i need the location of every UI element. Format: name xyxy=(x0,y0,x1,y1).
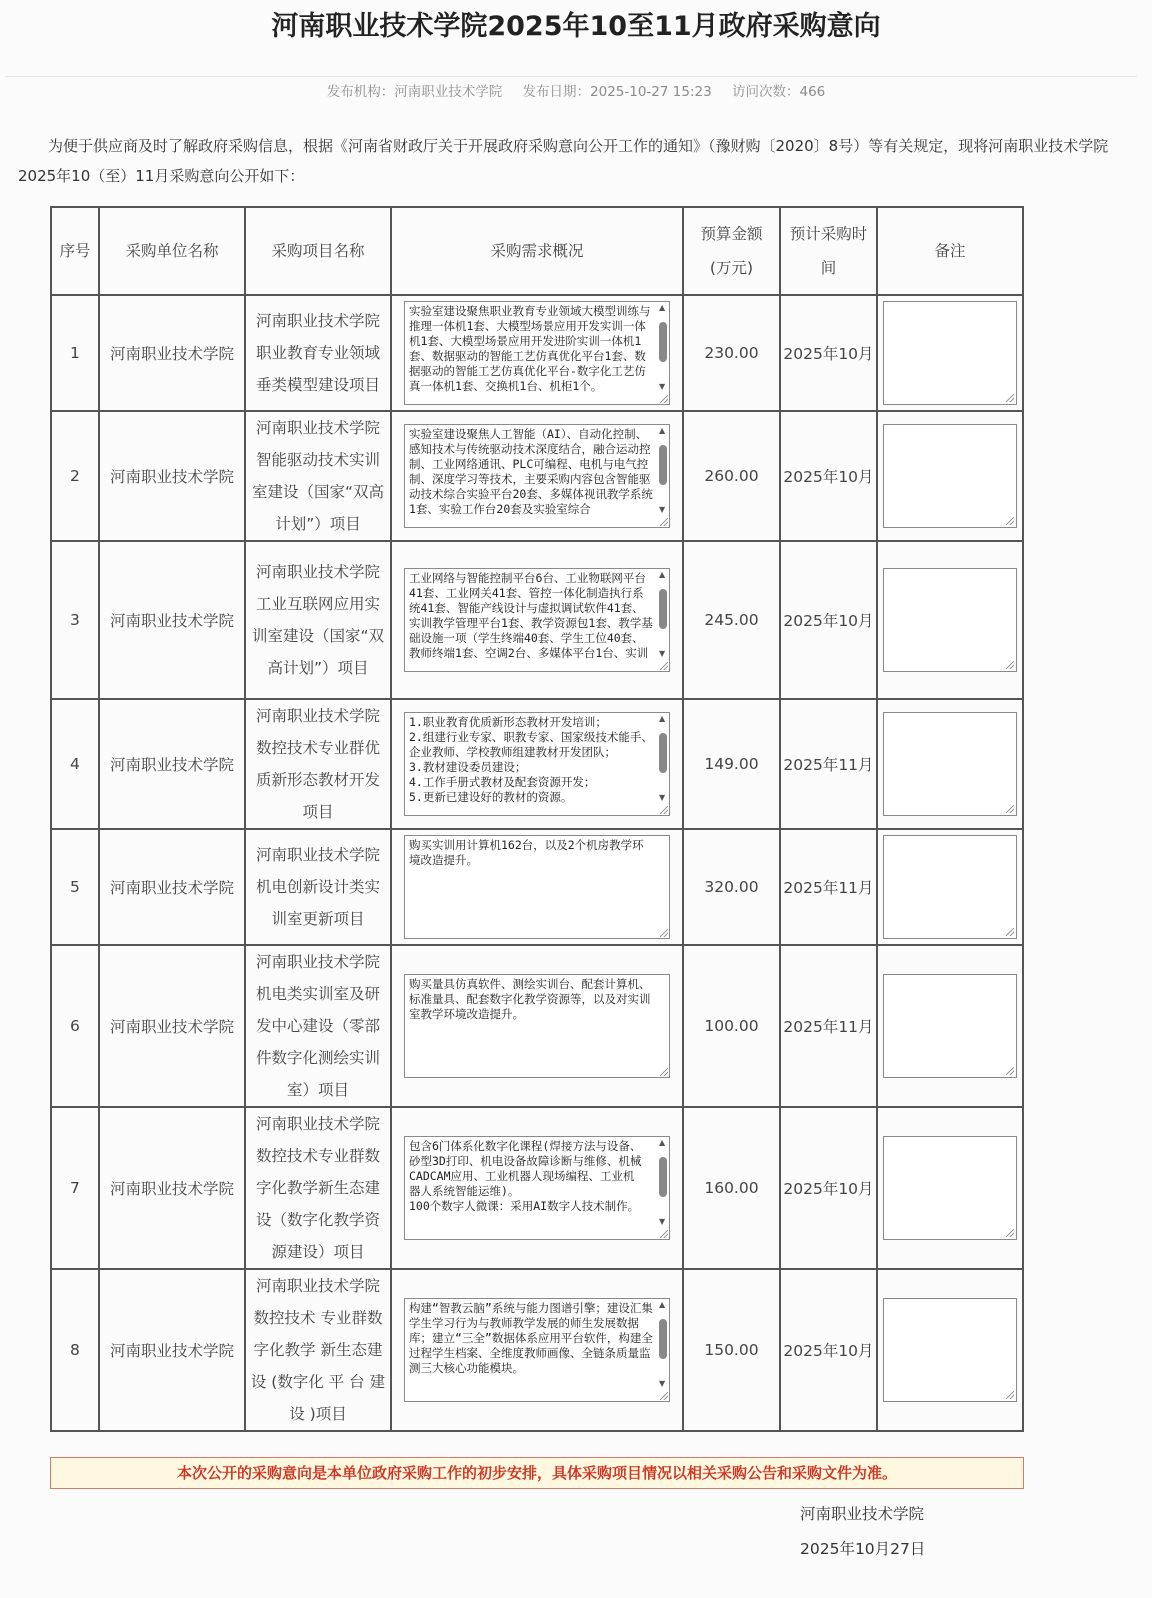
scroll-up-icon[interactable]: ▲ xyxy=(658,303,666,312)
scroll-up-icon[interactable]: ▲ xyxy=(658,570,666,579)
cell-no: 6 xyxy=(51,945,99,1107)
textarea-scrollbar[interactable] xyxy=(657,569,669,671)
scroll-up-icon[interactable]: ▲ xyxy=(658,426,666,435)
scroll-thumb[interactable] xyxy=(659,733,667,773)
cell-summary xyxy=(391,1269,683,1431)
resize-grip-icon[interactable] xyxy=(1006,1067,1014,1075)
scroll-down-icon[interactable]: ▼ xyxy=(658,1217,666,1226)
cell-no: 2 xyxy=(51,411,99,541)
remark-textarea[interactable] xyxy=(883,974,1017,1078)
scroll-thumb[interactable] xyxy=(659,589,667,629)
cell-project: 河南职业技术学院机电创新设计类实训室更新项目 xyxy=(245,829,391,945)
table-row xyxy=(51,295,1023,411)
summary-textarea-wrap xyxy=(404,1298,670,1402)
cell-time: 2025年10月 xyxy=(780,541,877,699)
scroll-down-icon[interactable]: ▼ xyxy=(658,793,666,802)
cell-time: 2025年10月 xyxy=(780,1107,877,1269)
header-summary: 采购需求概况 xyxy=(391,207,683,295)
cell-summary xyxy=(391,829,683,945)
cell-budget: 100.00 xyxy=(683,945,780,1107)
resize-grip-icon[interactable] xyxy=(660,395,668,403)
cell-budget: 230.00 xyxy=(683,295,780,411)
cell-time: 2025年11月 xyxy=(780,699,877,829)
textarea-scrollbar[interactable] xyxy=(657,1299,669,1401)
scroll-thumb[interactable] xyxy=(659,322,667,362)
summary-textarea[interactable] xyxy=(404,1136,670,1240)
resize-grip-icon[interactable] xyxy=(660,1068,668,1076)
cell-no: 3 xyxy=(51,541,99,699)
remark-textarea[interactable] xyxy=(883,1298,1017,1402)
cell-unit: 河南职业技术学院 xyxy=(99,829,245,945)
table-row xyxy=(51,699,1023,829)
cell-project: 河南职业技术学院机电类实训室及研发中心建设（零部件数字化测绘实训室）项目 xyxy=(245,945,391,1107)
cell-no: 5 xyxy=(51,829,99,945)
resize-grip-icon[interactable] xyxy=(660,518,668,526)
resize-grip-icon[interactable] xyxy=(660,1230,668,1238)
cell-unit: 河南职业技术学院 xyxy=(99,541,245,699)
scroll-up-icon[interactable]: ▲ xyxy=(658,1300,666,1309)
resize-grip-icon[interactable] xyxy=(660,929,668,937)
summary-textarea-wrap xyxy=(404,1136,670,1240)
cell-summary xyxy=(391,541,683,699)
scroll-down-icon[interactable]: ▼ xyxy=(658,1379,666,1388)
resize-grip-icon[interactable] xyxy=(1006,394,1014,402)
cell-project: 河南职业技术学院数控技术专业群数字化教学新生态建设（数字化教学资源建设）项目 xyxy=(245,1107,391,1269)
scroll-down-icon[interactable]: ▼ xyxy=(658,649,666,658)
remark-textarea[interactable] xyxy=(883,424,1017,528)
resize-grip-icon[interactable] xyxy=(1006,1391,1014,1399)
cell-unit: 河南职业技术学院 xyxy=(99,1269,245,1431)
textarea-scrollbar[interactable] xyxy=(657,302,669,404)
summary-textarea-wrap xyxy=(404,974,670,1078)
cell-project: 河南职业技术学院数控技术 专业群数字化教学 新生态建设 (数字化 平 台 建 设 )项目 xyxy=(245,1269,391,1431)
resize-grip-icon[interactable] xyxy=(1006,928,1014,936)
cell-budget: 320.00 xyxy=(683,829,780,945)
scroll-thumb[interactable] xyxy=(659,1319,667,1359)
table-row xyxy=(51,1269,1023,1431)
summary-textarea[interactable] xyxy=(404,835,670,939)
resize-grip-icon[interactable] xyxy=(1006,517,1014,525)
sign-date: 2025年10月27日 xyxy=(800,1540,926,1558)
header-budget-line2: (万元) xyxy=(709,259,754,277)
scroll-thumb[interactable] xyxy=(659,445,667,485)
summary-textarea[interactable] xyxy=(404,424,670,528)
cell-no: 1 xyxy=(51,295,99,411)
cell-time: 2025年10月 xyxy=(780,411,877,541)
cell-remark xyxy=(877,1107,1023,1269)
table-row xyxy=(51,829,1023,945)
cell-remark xyxy=(877,541,1023,699)
summary-textarea-wrap xyxy=(404,712,670,816)
cell-no: 8 xyxy=(51,1269,99,1431)
header-project: 采购项目名称 xyxy=(245,207,391,295)
table-header-row xyxy=(51,207,1023,295)
header-budget-line1: 预算金额 xyxy=(700,225,763,243)
summary-textarea[interactable] xyxy=(404,568,670,672)
meta-publisher: 发布机构：河南职业技术学院 xyxy=(326,84,503,100)
scroll-up-icon[interactable]: ▲ xyxy=(658,1138,666,1147)
remark-textarea[interactable] xyxy=(883,835,1017,939)
resize-grip-icon[interactable] xyxy=(1006,1229,1014,1237)
textarea-scrollbar[interactable] xyxy=(657,1137,669,1239)
cell-remark xyxy=(877,1269,1023,1431)
resize-grip-icon[interactable] xyxy=(1006,805,1014,813)
cell-summary xyxy=(391,1107,683,1269)
cell-unit: 河南职业技术学院 xyxy=(99,295,245,411)
table-row xyxy=(51,945,1023,1107)
cell-budget: 260.00 xyxy=(683,411,780,541)
resize-grip-icon[interactable] xyxy=(1006,661,1014,669)
scroll-thumb[interactable] xyxy=(659,1157,667,1197)
cell-remark xyxy=(877,829,1023,945)
textarea-scrollbar[interactable] xyxy=(657,713,669,815)
cell-budget: 245.00 xyxy=(683,541,780,699)
title-divider xyxy=(5,76,1137,77)
cell-unit: 河南职业技术学院 xyxy=(99,945,245,1107)
summary-textarea[interactable] xyxy=(404,1298,670,1402)
cell-project: 河南职业技术学院智能驱动技术实训室建设（国家“双高计划”）项目 xyxy=(245,411,391,541)
scroll-up-icon[interactable]: ▲ xyxy=(658,714,666,723)
cell-unit: 河南职业技术学院 xyxy=(99,1107,245,1269)
cell-project: 河南职业技术学院职业教育专业领域垂类模型建设项目 xyxy=(245,295,391,411)
remark-textarea[interactable] xyxy=(883,568,1017,672)
header-time: 预计采购时间 xyxy=(780,207,877,295)
page-title: 河南职业技术学院2025年10至11月政府采购意向 xyxy=(271,11,881,42)
table-row xyxy=(51,1107,1023,1269)
cell-summary xyxy=(391,945,683,1107)
cell-project: 河南职业技术学院工业互联网应用实训室建设（国家“双高计划”）项目 xyxy=(245,541,391,699)
cell-unit: 河南职业技术学院 xyxy=(99,411,245,541)
table-row xyxy=(51,411,1023,541)
notice-banner: 本次公开的采购意向是本单位政府采购工作的初步安排，具体采购项目情况以相关采购公告和采购文件为准。 xyxy=(50,1457,1024,1489)
cell-unit: 河南职业技术学院 xyxy=(99,699,245,829)
meta-date: 发布日期：2025-10-27 15:23 xyxy=(522,84,712,100)
remark-textarea[interactable] xyxy=(883,1136,1017,1240)
summary-textarea[interactable] xyxy=(404,712,670,816)
cell-budget: 150.00 xyxy=(683,1269,780,1431)
cell-summary xyxy=(391,295,683,411)
cell-remark xyxy=(877,295,1023,411)
cell-time: 2025年10月 xyxy=(780,295,877,411)
cell-no: 4 xyxy=(51,699,99,829)
table-row xyxy=(51,541,1023,699)
cell-time: 2025年11月 xyxy=(780,829,877,945)
cell-budget: 160.00 xyxy=(683,1107,780,1269)
meta-visits: 访问次数：466 xyxy=(731,84,826,100)
cell-no: 7 xyxy=(51,1107,99,1269)
cell-project: 河南职业技术学院数控技术专业群优质新形态教材开发项目 xyxy=(245,699,391,829)
header-budget xyxy=(683,207,780,295)
cell-time: 2025年11月 xyxy=(780,945,877,1107)
signature: 河南职业技术学院 xyxy=(800,1505,925,1523)
resize-grip-icon[interactable] xyxy=(660,1392,668,1400)
cell-summary xyxy=(391,411,683,541)
scroll-down-icon[interactable]: ▼ xyxy=(658,505,666,514)
summary-textarea[interactable] xyxy=(404,974,670,1078)
textarea-scrollbar[interactable] xyxy=(657,425,669,527)
summary-textarea-wrap xyxy=(404,301,670,405)
summary-textarea[interactable] xyxy=(404,301,670,405)
scroll-down-icon[interactable]: ▼ xyxy=(658,382,666,391)
summary-textarea-wrap xyxy=(404,424,670,528)
cell-remark xyxy=(877,945,1023,1107)
cell-budget: 149.00 xyxy=(683,699,780,829)
remark-textarea[interactable] xyxy=(883,712,1017,816)
summary-textarea-wrap xyxy=(404,835,670,939)
meta-bar xyxy=(0,80,1152,100)
header-unit: 采购单位名称 xyxy=(99,207,245,295)
remark-textarea[interactable] xyxy=(883,301,1017,405)
resize-grip-icon[interactable] xyxy=(660,806,668,814)
cell-remark xyxy=(877,699,1023,829)
header-remark: 备注 xyxy=(877,207,1023,295)
cell-time: 2025年10月 xyxy=(780,1269,877,1431)
cell-remark xyxy=(877,411,1023,541)
cell-summary xyxy=(391,699,683,829)
intro-paragraph: 为便于供应商及时了解政府采购信息，根据《河南省财政厅关于开展政府采购意向公开工作的通知》（豫财购〔2020〕8号）等有关规定，现将河南职业技术学院 2025年10（至）11月采购意向公开如下： xyxy=(18,137,1109,185)
resize-grip-icon[interactable] xyxy=(660,662,668,670)
summary-textarea-wrap xyxy=(404,568,670,672)
header-no: 序号 xyxy=(51,207,99,295)
procurement-table xyxy=(50,206,1024,1432)
